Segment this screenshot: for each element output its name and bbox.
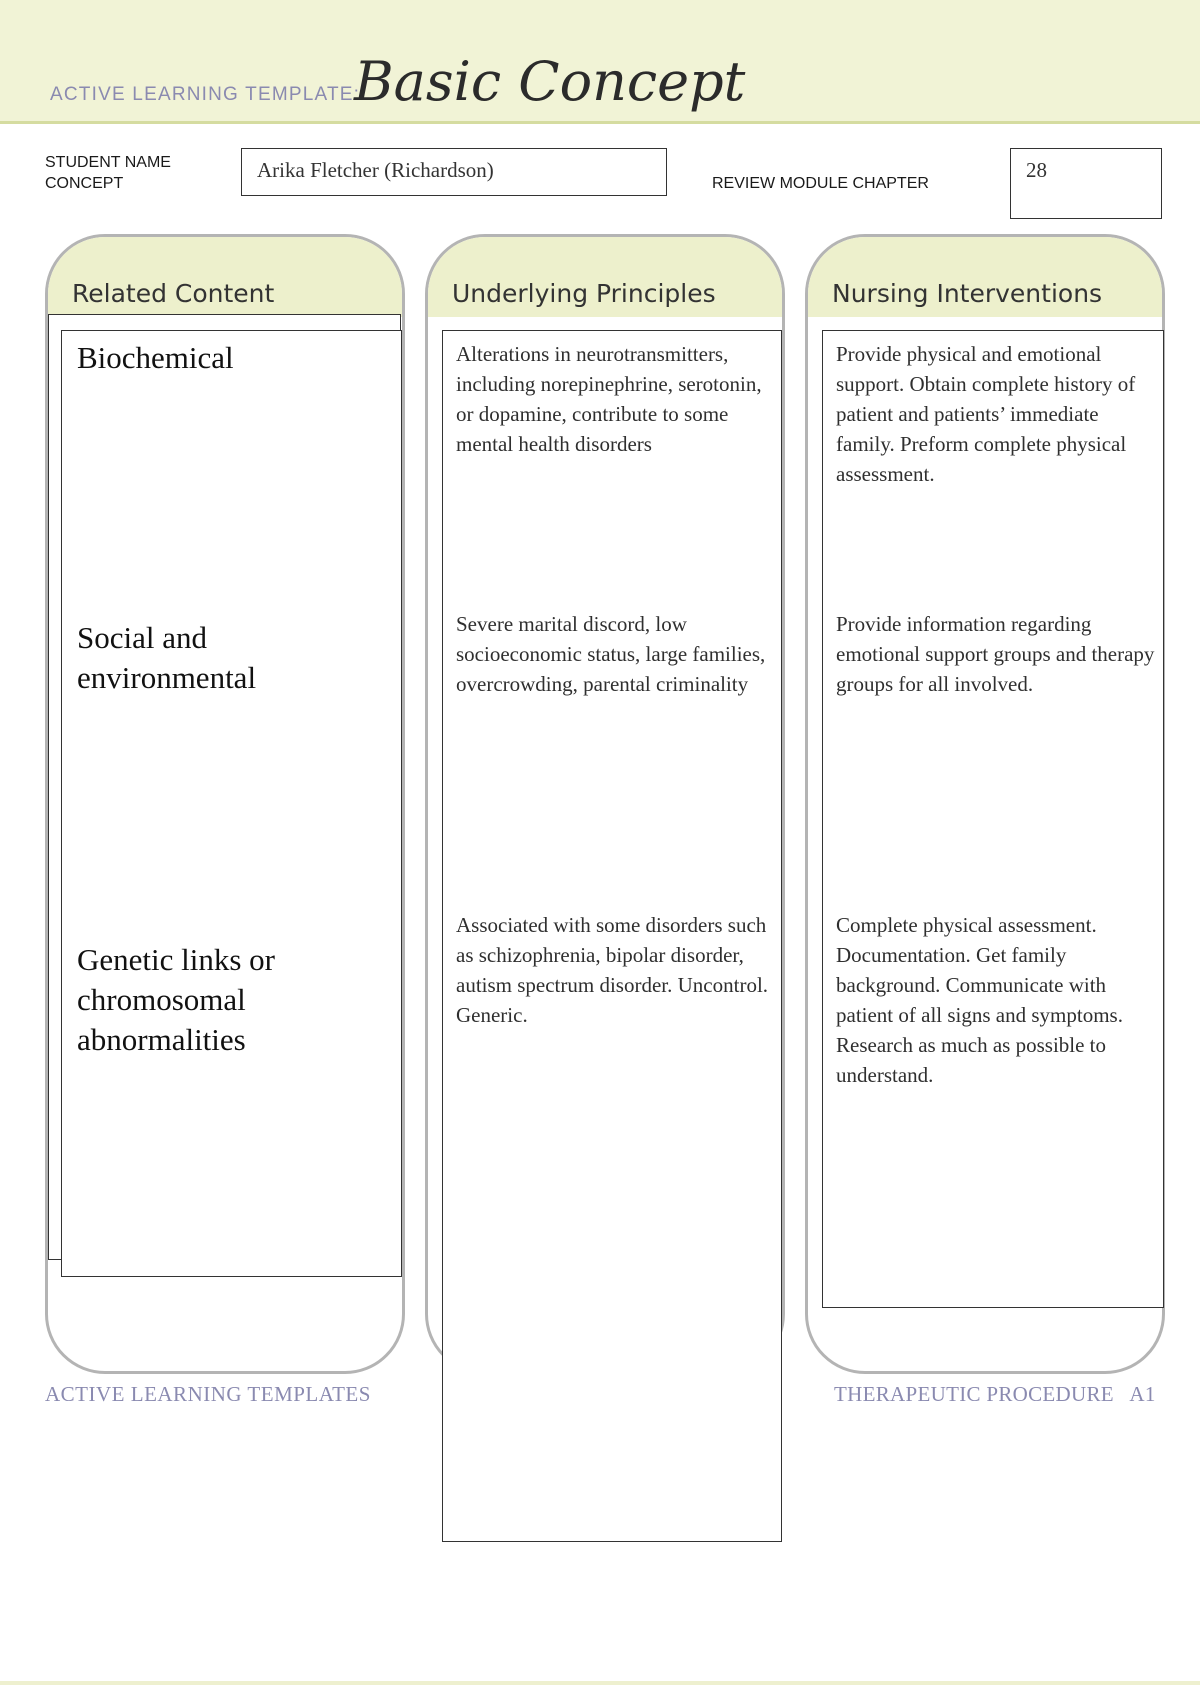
template-label: ACTIVE LEARNING TEMPLATE: (50, 84, 361, 105)
review-module-value: 28 (1026, 158, 1047, 182)
principle-item-2: Severe marital discord, low socioeconomic status, large families, overcrowding, parental criminality (456, 612, 766, 696)
student-name-field[interactable] (241, 148, 667, 196)
nursing-interventions-heading: Nursing Interventions (808, 237, 1162, 317)
bottom-divider (0, 1681, 1200, 1685)
related-item-biochemical: Biochemical (77, 340, 234, 375)
footer-right-label: THERAPEUTIC PROCEDURE A1 (834, 1382, 1156, 1406)
underlying-principles-heading: Underlying Principles (428, 237, 782, 317)
intervention-item-3: Complete physical assessment. Documentation. Get family background. Communicate with patient of all signs and symptoms. Research as much as possible to understand. (836, 913, 1123, 1087)
template-title: Basic Concept (354, 50, 746, 113)
intervention-item-1: Provide physical and emotional support. Obtain complete history of patient and patients’ immediate family. Preform complete physical assessment. (836, 342, 1136, 486)
student-name-label: STUDENT NAME (45, 154, 171, 171)
related-content-heading: Related Content (48, 237, 402, 317)
footer-left-label: ACTIVE LEARNING TEMPLATES (45, 1382, 371, 1406)
student-name-value: Arika Fletcher (Richardson) (257, 158, 494, 182)
related-item-genetic: Genetic links or chromosomal abnormalities (77, 942, 276, 1057)
related-content-box[interactable] (61, 330, 402, 1277)
related-item-social: Social and environmental (77, 620, 257, 695)
review-module-field[interactable] (1010, 148, 1162, 219)
template-header (0, 0, 1200, 124)
intervention-item-2: Provide information regarding emotional support groups and therapy groups for all involved. (836, 612, 1155, 696)
principle-item-3: Associated with some disorders such as schizophrenia, bipolar disorder, autism spectrum disorder. Uncontrol. Generic. (456, 913, 769, 1027)
concept-label: CONCEPT (45, 175, 124, 192)
review-module-label: REVIEW MODULE CHAPTER (712, 175, 929, 192)
principle-item-1: Alterations in neurotransmitters, including norepinephrine, serotonin, or dopamine, contribute to some mental health disorders (456, 342, 762, 456)
